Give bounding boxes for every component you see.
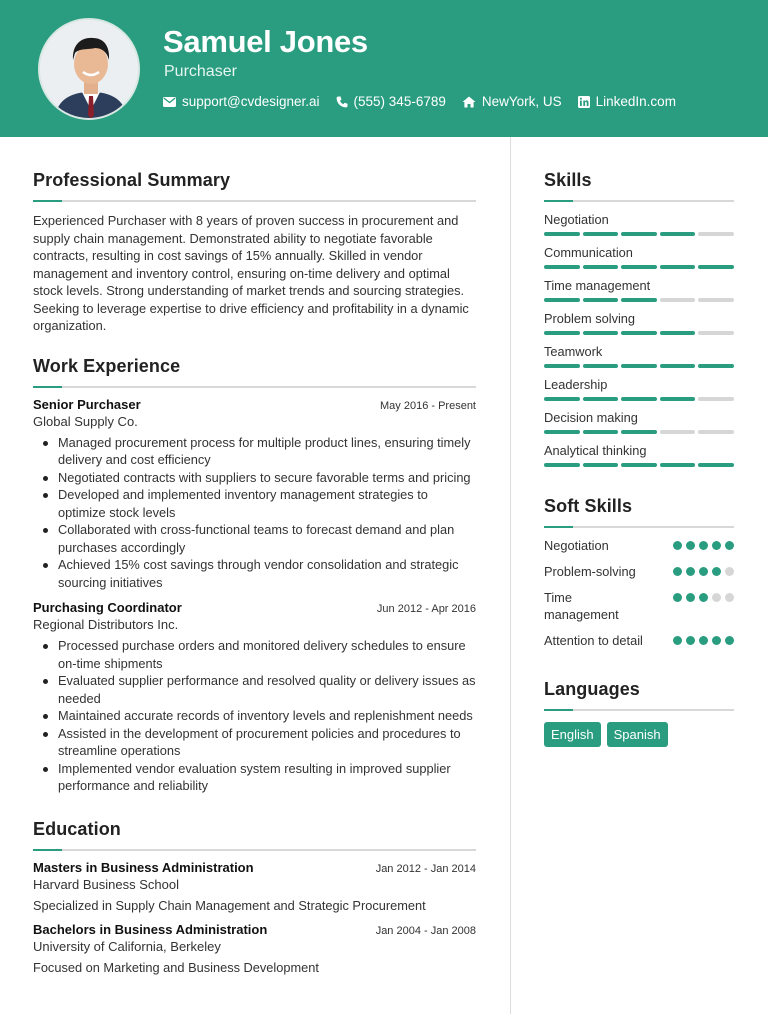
soft-skill-item xyxy=(544,632,734,649)
skill-level-segment xyxy=(621,331,657,335)
rating-dot xyxy=(686,567,695,576)
contact-phone-text: (555) 345-6789 xyxy=(353,94,446,109)
soft-skill-name: Time management xyxy=(544,590,619,622)
phone-icon xyxy=(336,96,348,108)
skill-level-segment xyxy=(698,397,734,401)
section-title: Professional Summary xyxy=(33,170,231,190)
contact-location[interactable] xyxy=(462,94,562,109)
education-degree: Bachelors in Business Administration xyxy=(33,921,268,937)
profile-photo xyxy=(38,18,140,120)
skill-level-segment xyxy=(621,463,657,467)
skill-level-segment xyxy=(544,397,580,401)
skill-level-bar xyxy=(544,265,734,269)
job-entry xyxy=(33,600,476,795)
job-company: Global Supply Co. xyxy=(33,413,138,429)
education-entry xyxy=(33,922,476,975)
contact-email[interactable] xyxy=(163,94,320,109)
job-bullets xyxy=(33,637,476,795)
skill-level-segment xyxy=(583,364,619,368)
education-entry xyxy=(33,860,476,913)
rating-dot xyxy=(712,567,721,576)
skill-name: Problem solving xyxy=(544,311,636,326)
linkedin-icon xyxy=(578,96,590,108)
skill-level-segment xyxy=(544,298,580,302)
skill-name: Teamwork xyxy=(544,344,603,359)
skill-level-segment xyxy=(660,232,696,236)
rating-dot xyxy=(699,541,708,550)
skill-name: Analytical thinking xyxy=(544,443,647,458)
skill-item xyxy=(544,311,734,335)
rating-dot xyxy=(725,593,734,602)
section-title: Languages xyxy=(544,679,640,699)
skill-level-segment xyxy=(698,232,734,236)
section-underline xyxy=(33,386,476,388)
job-bullet: Processed purchase orders and monitored delivery schedules to ensure on-time shipments xyxy=(33,637,476,672)
skill-level-segment xyxy=(544,430,580,434)
contact-location-text: NewYork, US xyxy=(481,94,562,109)
skill-level-segment xyxy=(698,331,734,335)
skill-item xyxy=(544,377,734,401)
job-bullet: Achieved 15% cost savings through vendor consolidation and strategic sourcing initiatives xyxy=(33,556,476,591)
language-tag: Spanish xyxy=(607,722,668,747)
section-underline xyxy=(544,200,734,202)
skill-item xyxy=(544,443,734,467)
job-company: Regional Distributors Inc. xyxy=(33,617,179,632)
skill-level-segment xyxy=(621,397,657,401)
skill-level-segment xyxy=(621,265,657,269)
section-underline xyxy=(544,709,734,711)
education-description: Specialized in Supply Chain Management and Strategic Procurement xyxy=(33,897,426,913)
rating-dot xyxy=(686,541,695,550)
skill-level-segment xyxy=(660,463,696,467)
skill-item xyxy=(544,245,734,269)
skill-item xyxy=(544,278,734,302)
soft-skill-name: Negotiation xyxy=(544,538,609,553)
contact-linkedin[interactable] xyxy=(578,94,676,109)
skill-level-bar xyxy=(544,364,734,368)
skill-name: Decision making xyxy=(544,410,638,425)
soft-skill-name: Attention to detail xyxy=(544,633,643,648)
rating-dot xyxy=(686,636,695,645)
skill-level-segment xyxy=(621,232,657,236)
skill-level-segment xyxy=(621,298,657,302)
skill-level-segment xyxy=(698,463,734,467)
rating-dot xyxy=(686,593,695,602)
skills-list xyxy=(544,212,734,467)
job-bullet: Maintained accurate records of inventory levels and replenishment needs xyxy=(33,707,476,725)
rating-dot xyxy=(673,636,682,645)
skill-level-bar xyxy=(544,463,734,467)
job-date: May 2016 - Present xyxy=(380,399,476,412)
rating-dot xyxy=(712,541,721,550)
skill-level-segment xyxy=(583,463,619,467)
job-bullet: Implemented vendor evaluation system resulting in improved supplier performance and reliability xyxy=(33,760,476,795)
skills-section xyxy=(544,170,734,467)
languages-section xyxy=(544,679,734,747)
section-title: Work Experience xyxy=(33,355,181,376)
skill-level-segment xyxy=(544,463,580,467)
soft-skill-item xyxy=(544,537,734,554)
soft-skill-name: Problem-solving xyxy=(544,564,636,579)
job-bullet: Evaluated supplier performance and resolved quality or delivery issues as needed xyxy=(33,672,476,707)
section-title: Education xyxy=(33,818,121,839)
skill-level-segment xyxy=(698,298,734,302)
skill-level-segment xyxy=(660,298,696,302)
section-underline xyxy=(33,849,476,851)
rating-dot xyxy=(725,541,734,550)
section-underline xyxy=(544,526,734,528)
envelope-icon xyxy=(163,97,176,107)
skill-level-segment xyxy=(544,265,580,269)
rating-dot xyxy=(725,567,734,576)
skill-name: Leadership xyxy=(544,377,608,392)
skill-level-segment xyxy=(583,265,619,269)
education-school: Harvard Business School xyxy=(33,876,179,892)
skill-level-bar xyxy=(544,397,734,401)
experience-section xyxy=(33,356,476,795)
skill-level-bar xyxy=(544,430,734,434)
main-column xyxy=(33,170,476,975)
job-bullet: Managed procurement process for multiple product lines, ensuring timely delivery and cost efficiency xyxy=(33,434,476,469)
skill-name: Time management xyxy=(544,278,651,293)
rating-dot xyxy=(673,567,682,576)
header-banner xyxy=(0,0,768,137)
home-icon xyxy=(462,96,476,108)
rating-dot xyxy=(699,567,708,576)
skill-level-segment xyxy=(583,430,619,434)
skill-level-segment xyxy=(660,397,696,401)
education-degree: Masters in Business Administration xyxy=(33,859,254,875)
skill-name: Negotiation xyxy=(544,212,609,227)
skill-level-bar xyxy=(544,232,734,236)
skill-level-bar xyxy=(544,331,734,335)
rating-dot xyxy=(673,593,682,602)
soft-skill-rating xyxy=(673,593,734,602)
education-date: Jan 2012 - Jan 2014 xyxy=(375,862,476,875)
summary-section xyxy=(33,170,476,335)
soft-skills-list xyxy=(544,537,734,649)
soft-skills-section xyxy=(544,496,734,649)
job-bullets xyxy=(33,434,476,592)
language-tags xyxy=(544,722,734,747)
skill-level-segment xyxy=(544,364,580,368)
education-section xyxy=(33,819,476,975)
skill-item xyxy=(544,410,734,434)
skill-level-segment xyxy=(621,364,657,368)
job-date: Jun 2012 - Apr 2016 xyxy=(376,603,476,615)
sidebar-column xyxy=(544,170,734,747)
soft-skill-rating xyxy=(673,567,734,576)
skill-level-segment xyxy=(583,298,619,302)
skill-item xyxy=(544,344,734,368)
candidate-name: Samuel Jones xyxy=(163,24,368,59)
summary-text: Experienced Purchaser with 8 years of proven success in procurement and supply chain management. Demonstrated ability to negotiate favorable contracts, resulting in cost savings of 15% annually. Skilled in vendor management and inventory control, ensuring on-time delivery and optimal stock levels. Strong understanding of market trends and sourcing strategies. Seeking to leverage expertise to drive efficiency and profitability in a dynamic organization. xyxy=(33,213,469,333)
contact-list xyxy=(163,94,676,109)
job-bullet: Developed and implemented inventory management strategies to optimize stock levels xyxy=(33,486,476,521)
job-bullet: Collaborated with cross-functional teams to forecast demand and plan purchases accordingly xyxy=(33,521,476,556)
skill-level-segment xyxy=(583,331,619,335)
skill-level-segment xyxy=(660,331,696,335)
skill-level-segment xyxy=(621,430,657,434)
contact-email-text: support@cvdesigner.ai xyxy=(182,94,320,109)
rating-dot xyxy=(699,636,708,645)
skill-item xyxy=(544,212,734,236)
rating-dot xyxy=(712,636,721,645)
section-underline xyxy=(33,200,476,202)
language-tag: English xyxy=(544,722,601,747)
job-title: Purchasing Coordinator xyxy=(33,600,182,615)
job-title: Senior Purchaser xyxy=(33,396,141,412)
skill-level-segment xyxy=(583,397,619,401)
contact-linkedin-text: LinkedIn.com xyxy=(595,94,676,109)
job-bullet: Negotiated contracts with suppliers to secure favorable terms and pricing xyxy=(33,469,476,487)
skill-level-segment xyxy=(698,430,734,434)
section-title: Soft Skills xyxy=(544,496,633,516)
skill-level-segment xyxy=(698,364,734,368)
skill-level-bar xyxy=(544,298,734,302)
contact-phone[interactable] xyxy=(336,94,446,109)
soft-skill-item xyxy=(544,563,734,580)
education-date: Jan 2004 - Jan 2008 xyxy=(375,924,476,937)
skill-level-segment xyxy=(583,232,619,236)
rating-dot xyxy=(699,593,708,602)
skill-name: Communication xyxy=(544,245,633,260)
section-title: Skills xyxy=(544,170,592,190)
skill-level-segment xyxy=(660,430,696,434)
skill-level-segment xyxy=(698,265,734,269)
skill-level-segment xyxy=(544,331,580,335)
person-portrait-icon xyxy=(40,20,140,120)
soft-skill-rating xyxy=(673,541,734,550)
candidate-role: Purchaser xyxy=(164,63,237,80)
skill-level-segment xyxy=(544,232,580,236)
column-divider xyxy=(510,137,511,1014)
rating-dot xyxy=(725,636,734,645)
rating-dot xyxy=(673,541,682,550)
soft-skill-item xyxy=(544,589,734,623)
skill-level-segment xyxy=(660,265,696,269)
job-entry xyxy=(33,397,476,592)
education-school: University of California, Berkeley xyxy=(33,938,221,954)
education-description: Focused on Marketing and Business Development xyxy=(33,959,319,975)
rating-dot xyxy=(712,593,721,602)
soft-skill-rating xyxy=(673,636,734,645)
job-bullet: Assisted in the development of procurement policies and procedures to streamline operations xyxy=(33,725,476,760)
skill-level-segment xyxy=(660,364,696,368)
